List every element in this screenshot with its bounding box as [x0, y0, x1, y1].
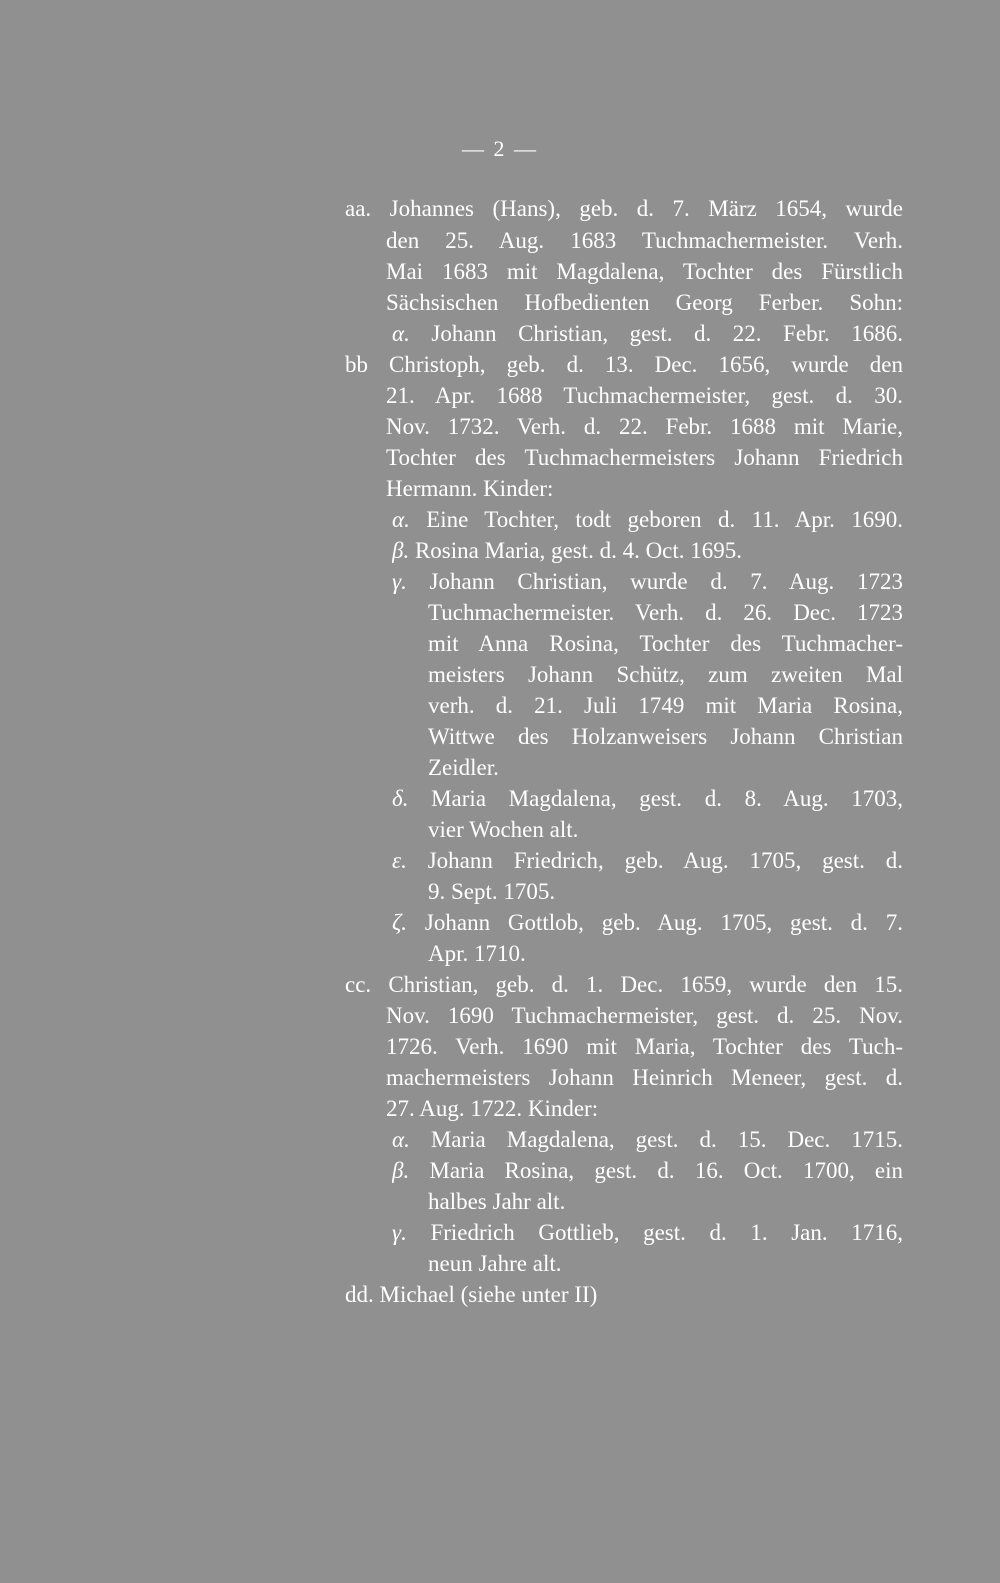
child-symbol: α. [392, 1127, 410, 1152]
entry-bb-line-3: Nov. 1732. Verh. d. 22. Febr. 1688 mit Marie, [386, 414, 903, 439]
child-text: Johann Christian, gest. d. 22. Febr. 1686. [431, 321, 903, 346]
page-number: — 2 — [462, 136, 538, 161]
entry-bb-child-gamma-line-6: Wittwe des Holzanweisers Johann Christian [428, 724, 903, 749]
entry-aa-child-alpha [392, 318, 903, 349]
entry-bb-child-epsilon [392, 845, 903, 876]
child-text: Maria Rosina, gest. d. 16. Oct. 1700, ein [429, 1158, 903, 1183]
child-text: Maria Magdalena, gest. d. 8. Aug. 1703, [431, 786, 903, 811]
child-symbol: α. [392, 507, 410, 532]
entry-aa-text: Johannes (Hans), geb. d. 7. März 1654, wurde [389, 196, 903, 221]
entry-dd-text: Michael (siehe unter II) [379, 1282, 598, 1307]
entry-bb-child-beta [392, 535, 903, 566]
entry-bb-child-epsilon-line-2: 9. Sept. 1705. [428, 879, 556, 904]
child-symbol: β. [392, 1158, 410, 1183]
entry-bb-child-zeta-line-2: Apr. 1710. [428, 941, 526, 966]
child-text: Johann Christian, wurde d. 7. Aug. 1723 [429, 569, 903, 594]
entry-cc-label: cc. [345, 972, 372, 997]
entry-aa-line-4: Sächsischen Hofbedienten Georg Ferber. Sohn: [386, 290, 903, 315]
entry-dd-line-1 [345, 1279, 903, 1310]
child-text: Maria Magdalena, gest. d. 15. Dec. 1715. [430, 1127, 903, 1152]
entry-bb-child-delta [392, 783, 903, 814]
entry-cc-line-2: Nov. 1690 Tuchmachermeister, gest. d. 25. Nov. [386, 1003, 903, 1028]
entry-cc-line-5: 27. Aug. 1722. Kinder: [386, 1096, 599, 1121]
child-text: Rosina Maria, gest. d. 4. Oct. 1695. [414, 538, 743, 563]
entry-bb-child-alpha [392, 504, 903, 535]
child-symbol: β. [392, 538, 410, 563]
child-text: Eine Tochter, todt geboren d. 11. Apr. 1690. [426, 507, 903, 532]
entry-cc-child-gamma-line-2: neun Jahre alt. [428, 1251, 562, 1276]
child-text: Johann Gottlob, geb. Aug. 1705, gest. d. 7. [424, 910, 903, 935]
entry-cc-child-beta-line-2: halbes Jahr alt. [428, 1189, 566, 1214]
entry-bb-label: bb [345, 352, 368, 377]
entry-bb-line-5: Hermann. Kinder: [386, 476, 554, 501]
entry-cc-line-3: 1726. Verh. 1690 mit Maria, Tochter des Tuch- [386, 1034, 903, 1059]
entry-bb-child-gamma-line-4: meisters Johann Schütz, zum zweiten Mal [428, 662, 903, 687]
entry-bb-child-gamma-line-7: Zeidler. [428, 755, 499, 780]
child-symbol: ζ. [392, 910, 408, 935]
entry-cc-text: Christian, geb. d. 1. Dec. 1659, wurde den 15. [388, 972, 903, 997]
entry-cc-line-4: machermeisters Johann Heinrich Meneer, gest. d. [386, 1065, 903, 1090]
entry-bb-line-4: Tochter des Tuchmachermeisters Johann Friedrich [386, 445, 903, 470]
child-symbol: δ. [392, 786, 409, 811]
entry-cc-child-gamma [392, 1217, 903, 1248]
entry-bb-child-gamma [392, 566, 903, 597]
child-symbol: α. [392, 321, 410, 346]
child-text: Johann Friedrich, geb. Aug. 1705, gest. d. [427, 848, 903, 873]
entry-bb-child-zeta [392, 907, 903, 938]
entry-aa-line-2: den 25. Aug. 1683 Tuchmachermeister. Verh. [386, 228, 903, 253]
entry-cc-child-alpha [392, 1124, 903, 1155]
entry-bb-line-1 [345, 349, 903, 380]
entry-bb-child-gamma-line-2: Tuchmachermeister. Verh. d. 26. Dec. 1723 [428, 600, 903, 625]
entry-cc-line-1 [345, 969, 903, 1000]
child-text: Friedrich Gottlieb, gest. d. 1. Jan. 1716, [430, 1220, 903, 1245]
child-symbol: γ. [392, 569, 407, 594]
entry-bb-text: Christoph, geb. d. 13. Dec. 1656, wurde den [389, 352, 903, 377]
child-symbol: ε. [392, 848, 407, 873]
entry-bb-child-delta-line-2: vier Wochen alt. [428, 817, 579, 842]
entry-bb-child-gamma-line-5: verh. d. 21. Juli 1749 mit Maria Rosina, [428, 693, 903, 718]
entry-aa-label: aa. [345, 196, 372, 221]
entry-aa-line-3: Mai 1683 mit Magdalena, Tochter des Fürstlich [386, 259, 903, 284]
entry-bb-line-2: 21. Apr. 1688 Tuchmachermeister, gest. d. 30. [386, 383, 903, 408]
entry-bb-child-gamma-line-3: mit Anna Rosina, Tochter des Tuchmacher- [428, 631, 903, 656]
entry-cc-child-beta [392, 1155, 903, 1186]
child-symbol: γ. [392, 1220, 407, 1245]
entry-aa-line-1 [345, 193, 903, 224]
entry-dd-label: dd. [345, 1282, 374, 1307]
